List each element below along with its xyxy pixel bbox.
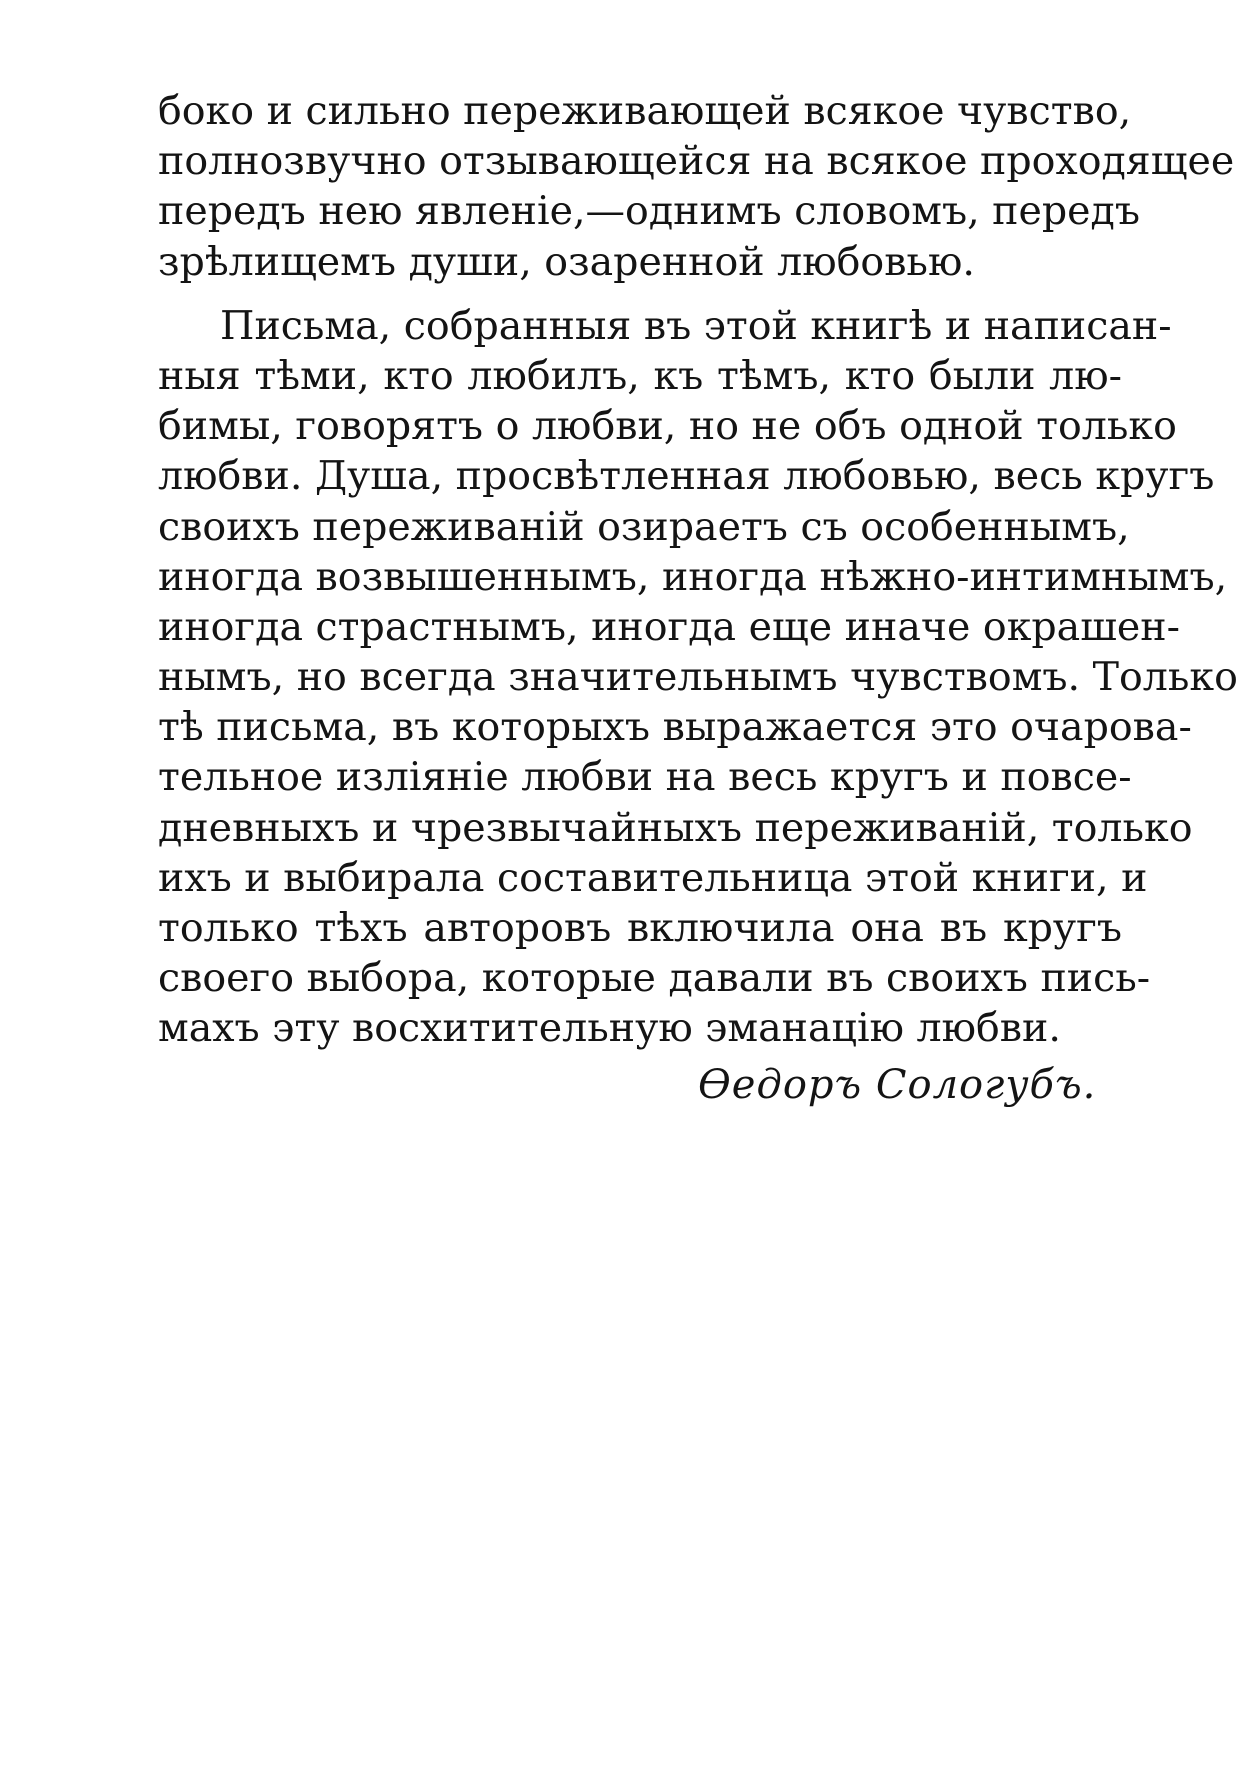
text-line: тѣ письма, въ которыхъ выражается это очарова- (158, 704, 1192, 751)
text-line: только тѣхъ авторовъ включила она въ кругъ (158, 905, 1122, 951)
text-line: своихъ переживаній озираетъ съ особеннымъ, (158, 503, 1130, 550)
text-line: иногда страстнымъ, иногда еще иначе окрашен- (158, 603, 1180, 650)
text-line: ихъ и выбирала составительница этой книги, и (158, 854, 1148, 901)
author-signature: Өедоръ Сологубъ. (698, 1062, 1097, 1108)
text-line: иногда возвышеннымъ, иногда нѣжно-интимнымъ, (158, 553, 1228, 600)
text-line: нымъ, но всегда значительнымъ чувствомъ. Только (158, 654, 1238, 701)
paragraph-gap (158, 287, 1122, 301)
text-line: дневныхъ и чрезвычайныхъ переживаній, только (158, 804, 1193, 851)
text-line: зрѣлищемъ души, озаренной любовью. (158, 238, 975, 285)
text-line: любви. Душа, просвѣтленная любовью, весь кругъ (158, 453, 1215, 500)
text-line: махъ эту восхитительную эманацію любви. (158, 1005, 1061, 1052)
text-line: передъ нею явленіе,—однимъ словомъ, передъ (158, 188, 1141, 235)
text-line: полнозвучно отзывающейся на всякое проходящее (158, 138, 1235, 185)
text-line: своего выбора, которые давали въ своихъ пись- (158, 955, 1151, 1002)
body-text (158, 86, 1238, 1054)
text-line: Письма, собранныя въ этой книгѣ и написан- (220, 302, 1172, 349)
text-line: тельное изліяніе любви на весь кругъ и повсе- (158, 754, 1132, 801)
text-line: боко и сильно переживающей всякое чувство, (158, 88, 1132, 134)
text-line: ныя тѣми, кто любилъ, къ тѣмъ, кто были лю- (158, 352, 1122, 399)
text-line: бимы, говорятъ о любви, но не объ одной только (158, 403, 1177, 450)
